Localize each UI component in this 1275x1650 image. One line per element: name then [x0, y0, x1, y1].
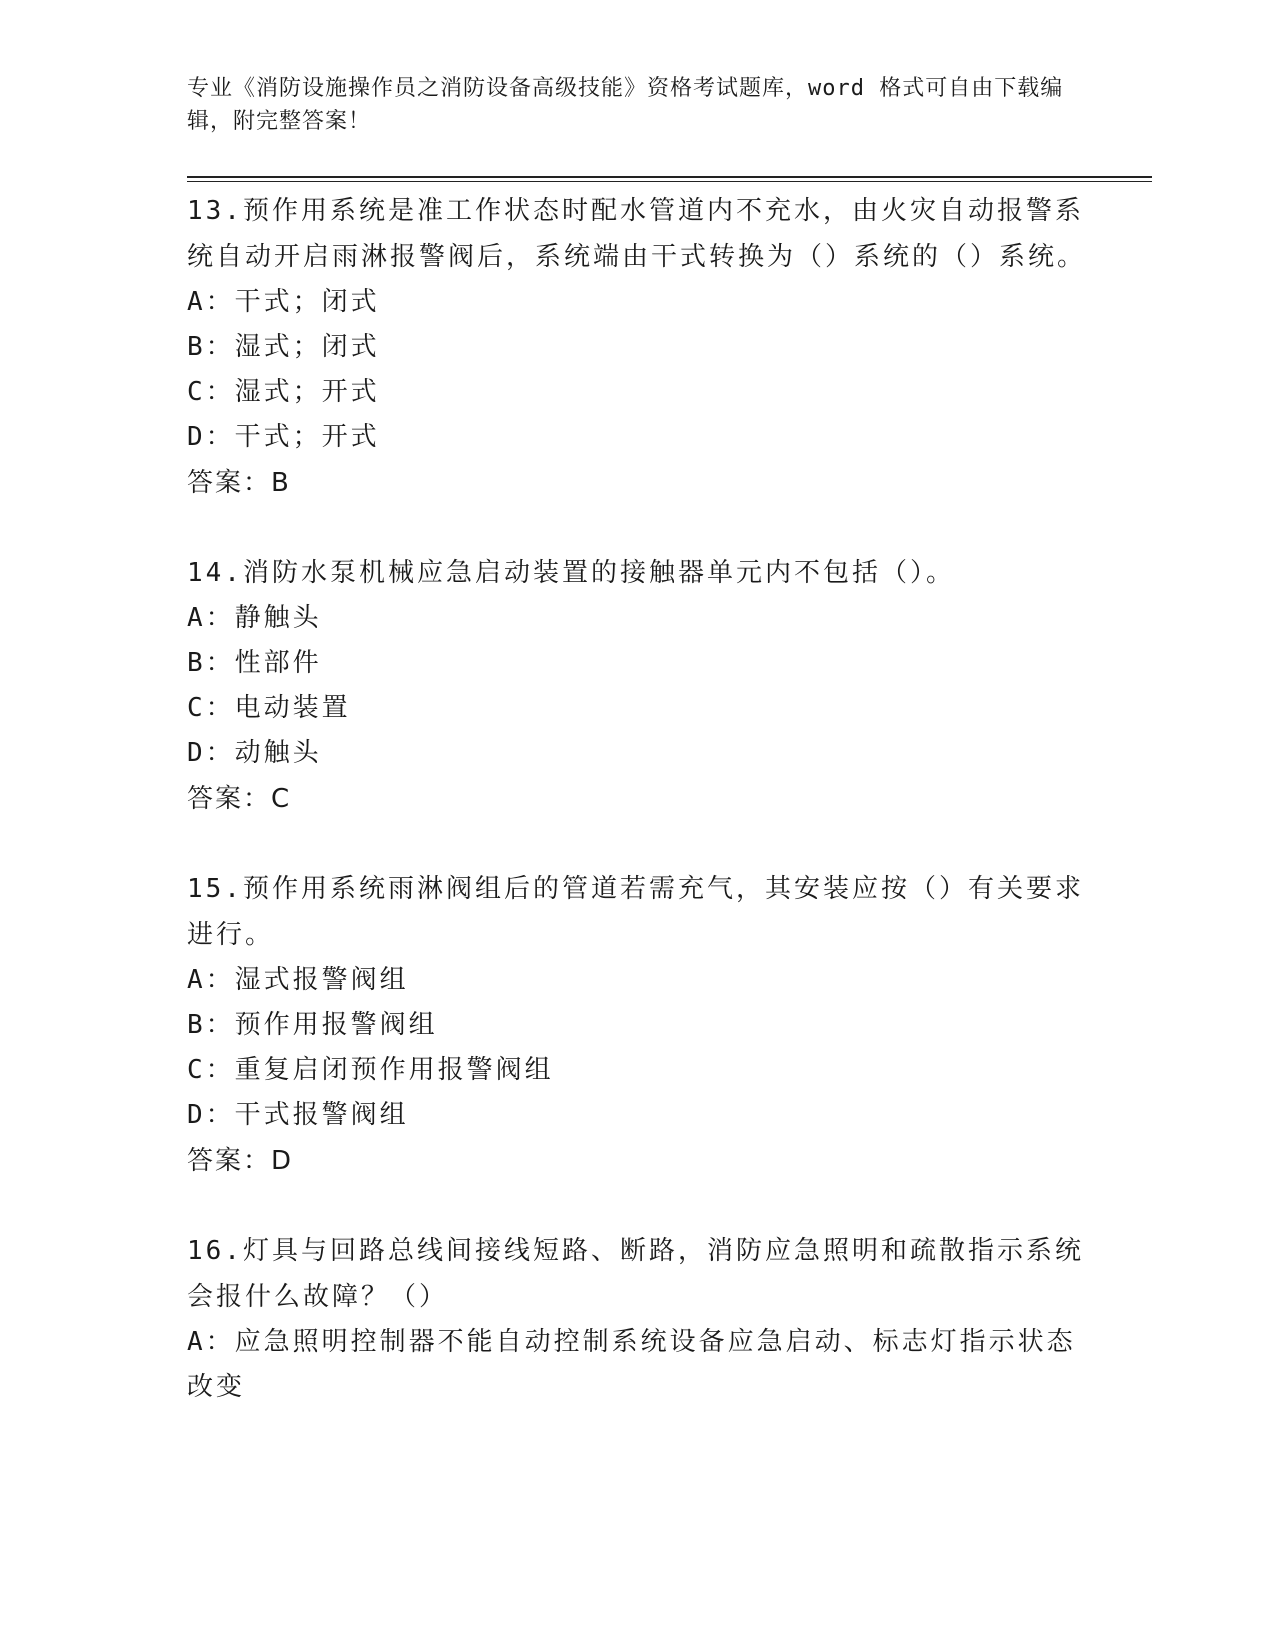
option-c: C：重复启闭预作用报警阀组	[187, 1055, 554, 1085]
question-13	[187, 188, 1087, 506]
answer: 答案：B	[187, 468, 291, 498]
spacer	[187, 1184, 1087, 1228]
question-text: 15.预作用系统雨淋阀组后的管道若需充气，其安装应按（）有关要求进行。	[187, 874, 1084, 950]
option-a: A：静触头	[187, 603, 322, 633]
question-16	[187, 1228, 1087, 1410]
option-d: D：干式；开式	[187, 422, 380, 452]
option-c: C：湿式；开式	[187, 377, 380, 407]
question-list	[187, 188, 1087, 1410]
option-a: A：应急照明控制器不能自动控制系统设备应急启动、标志灯指示状态改变	[187, 1327, 1076, 1402]
header-rule-thin	[187, 181, 1152, 182]
question-text: 16.灯具与回路总线间接线短路、断路，消防应急照明和疏散指示系统会报什么故障？（）	[187, 1236, 1084, 1312]
question-14	[187, 550, 1087, 822]
option-b: B：预作用报警阀组	[187, 1010, 438, 1040]
option-b: B：性部件	[187, 648, 322, 678]
option-d: D：干式报警阀组	[187, 1100, 409, 1130]
answer: 答案：D	[187, 1146, 294, 1176]
option-b: B：湿式；闭式	[187, 332, 380, 362]
document-header: 专业《消防设施操作员之消防设备高级技能》资格考试题库，word 格式可自由下载编辑，附完整答案！	[187, 76, 1064, 134]
spacer	[187, 506, 1087, 550]
question-text: 13.预作用系统是准工作状态时配水管道内不充水，由火灾自动报警系统自动开启雨淋报警阀后，系统端由干式转换为（）系统的（）系统。	[187, 196, 1087, 272]
option-d: D：动触头	[187, 738, 322, 768]
option-a: A：湿式报警阀组	[187, 965, 409, 995]
option-a: A：干式；闭式	[187, 287, 380, 317]
option-c: C：电动装置	[187, 693, 351, 723]
header-rule-thick	[187, 176, 1152, 178]
spacer	[187, 822, 1087, 866]
answer: 答案：C	[187, 784, 292, 814]
question-15	[187, 866, 1087, 1184]
question-text: 14.消防水泵机械应急启动装置的接触器单元内不包括（）。	[187, 558, 955, 588]
